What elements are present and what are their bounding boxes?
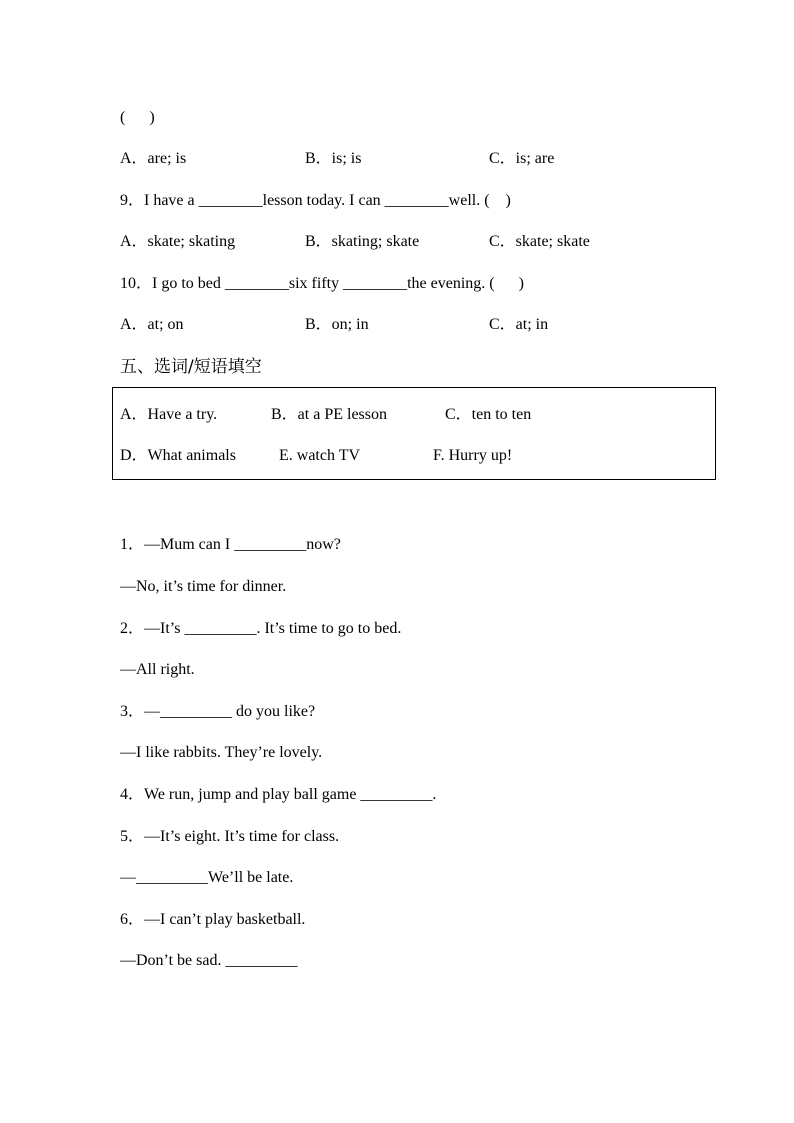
- q9-option-c: C．skate; skate: [489, 233, 590, 250]
- q10-option-b: B．on; in: [305, 316, 369, 333]
- fill-q1-reply: —No, it’s time for dinner.: [120, 578, 287, 595]
- q10-option-c: C．at; in: [489, 316, 549, 333]
- q10-option-a: A．at; on: [120, 316, 184, 333]
- q10-stem: 10．I go to bed ________six fifty ________the evening. ( ): [120, 275, 524, 292]
- fill-q1-line: 1．—Mum can I _________now?: [120, 536, 341, 553]
- q9-option-b: B．skating; skate: [305, 233, 420, 250]
- fill-q5-line: 5．—It’s eight. It’s time for class.: [120, 828, 340, 845]
- word-bank-item-e: E. watch TV: [279, 447, 361, 464]
- fill-q4-line: 4．We run, jump and play ball game _________.: [120, 786, 437, 803]
- fill-q5-reply: —_________We’ll be late.: [120, 869, 294, 886]
- fill-q3-line: 3．—_________ do you like?: [120, 703, 316, 720]
- q8-answer-bracket: ( ): [120, 109, 155, 126]
- q8-option-a: A．are; is: [120, 150, 187, 167]
- word-bank-box: [112, 387, 716, 480]
- fill-q6-line: 6．—I can’t play basketball.: [120, 911, 306, 928]
- section-five-title: 五、选词/短语填空: [120, 357, 262, 377]
- fill-q6-reply: —Don’t be sad. _________: [120, 952, 298, 969]
- q8-option-b: B．is; is: [305, 150, 362, 167]
- word-bank-item-d: D．What animals: [120, 447, 236, 464]
- q9-stem: 9．I have a ________lesson today. I can ________well. ( ): [120, 192, 511, 209]
- q9-option-a: A．skate; skating: [120, 233, 236, 250]
- word-bank-item-a: A．Have a try.: [120, 406, 218, 423]
- fill-q3-reply: —I like rabbits. They’re lovely.: [120, 744, 323, 761]
- fill-q2-line: 2．—It’s _________. It’s time to go to bed.: [120, 620, 402, 637]
- q8-option-c: C．is; are: [489, 150, 555, 167]
- word-bank-item-c: C．ten to ten: [445, 406, 532, 423]
- fill-q2-reply: —All right.: [120, 661, 195, 678]
- word-bank-item-b: B．at a PE lesson: [271, 406, 387, 423]
- word-bank-item-f: F. Hurry up!: [433, 447, 513, 464]
